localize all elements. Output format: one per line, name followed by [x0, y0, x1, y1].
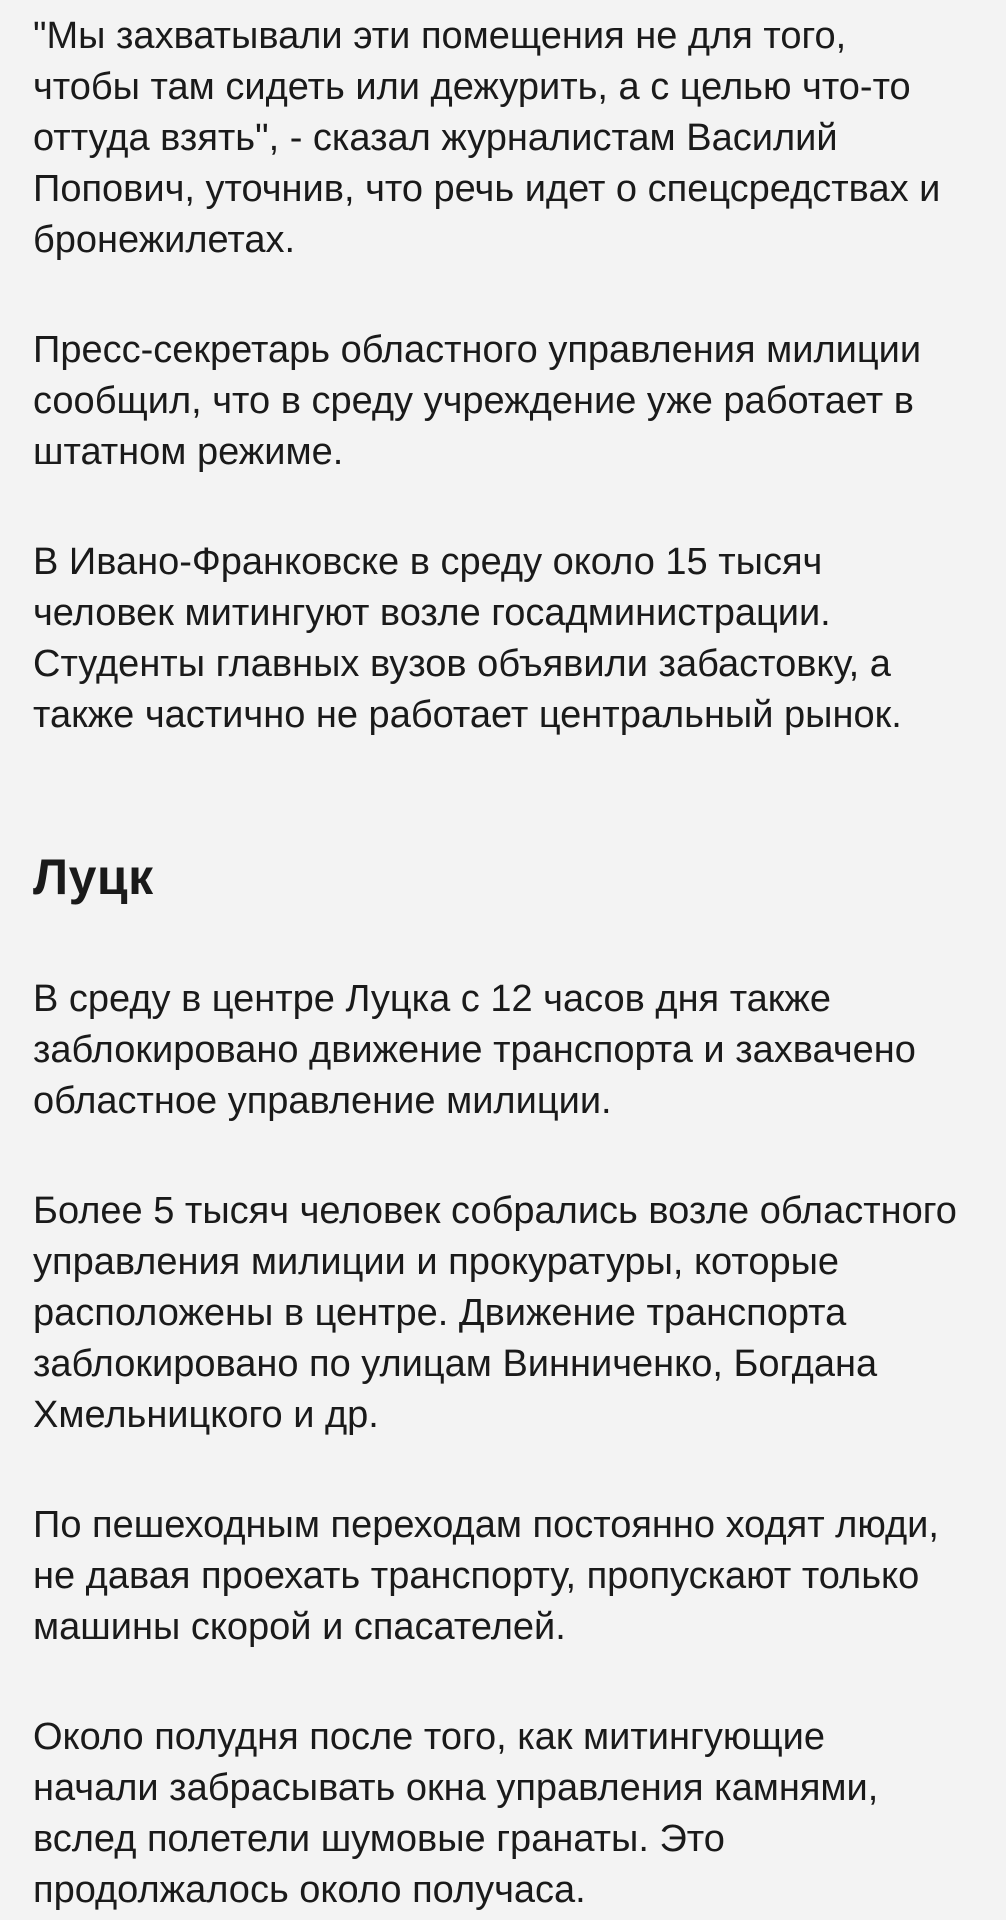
text-line: В Ивано-Франковске в среду около 15 тысяч	[33, 541, 823, 583]
text-line: машины скорой и спасателей.	[33, 1606, 566, 1648]
paragraph-lutsk-center	[33, 974, 968, 1127]
text-line: областное управление милиции.	[33, 1080, 612, 1122]
paragraph-quote-popovich	[33, 11, 968, 266]
text-line: Пресс-секретарь областного управления милиции	[33, 329, 922, 371]
text-line: человек митингуют возле госадминистрации.	[33, 592, 831, 634]
text-line: оттуда взять", - сказал журналистам Василий	[33, 117, 838, 159]
text-line: расположены в центре. Движение транспорта	[33, 1292, 847, 1334]
text-line: Попович, уточнив, что речь идет о спецсредствах и	[33, 168, 941, 210]
section-heading-lutsk: Луцк	[33, 849, 154, 905]
text-line: продолжалось около получаса.	[33, 1869, 586, 1911]
paragraph-pedestrian-crossings	[33, 1500, 968, 1653]
text-line: бронежилетах.	[33, 219, 296, 261]
text-line: вслед полетели шумовые гранаты. Это	[33, 1818, 725, 1860]
text-line: штатном режиме.	[33, 431, 344, 473]
text-line: По пешеходным переходам постоянно ходят люди,	[33, 1504, 939, 1546]
text-line: Хмельницкого и др.	[33, 1394, 379, 1436]
text-line: Студенты главных вузов объявили забастовку, а	[33, 643, 891, 685]
text-line: Около полудня после того, как митингующие	[33, 1716, 825, 1758]
text-line: В среду в центре Луцка с 12 часов дня также	[33, 978, 831, 1020]
text-line: управления милиции и прокуратуры, которые	[33, 1241, 840, 1283]
paragraph-press-secretary	[33, 325, 968, 478]
text-line: сообщил, что в среду учреждение уже работает в	[33, 380, 914, 422]
text-line: не давая проехать транспорту, пропускают только	[33, 1555, 920, 1597]
text-line: чтобы там сидеть или дежурить, а с целью что-то	[33, 66, 911, 108]
paragraph-crowd-5-thousand	[33, 1186, 968, 1441]
text-line: также частично не работает центральный рынок.	[33, 694, 902, 736]
text-line: начали забрасывать окна управления камнями,	[33, 1767, 879, 1809]
paragraph-ivano-frankovsk	[33, 537, 968, 741]
text-line: заблокировано движение транспорта и захвачено	[33, 1029, 916, 1071]
text-line: "Мы захватывали эти помещения не для того,	[33, 15, 847, 57]
text-line: заблокировано по улицам Винниченко, Богдана	[33, 1343, 878, 1385]
paragraph-noon-grenades	[33, 1712, 968, 1916]
text-line: Более 5 тысяч человек собрались возле областного	[33, 1190, 957, 1232]
